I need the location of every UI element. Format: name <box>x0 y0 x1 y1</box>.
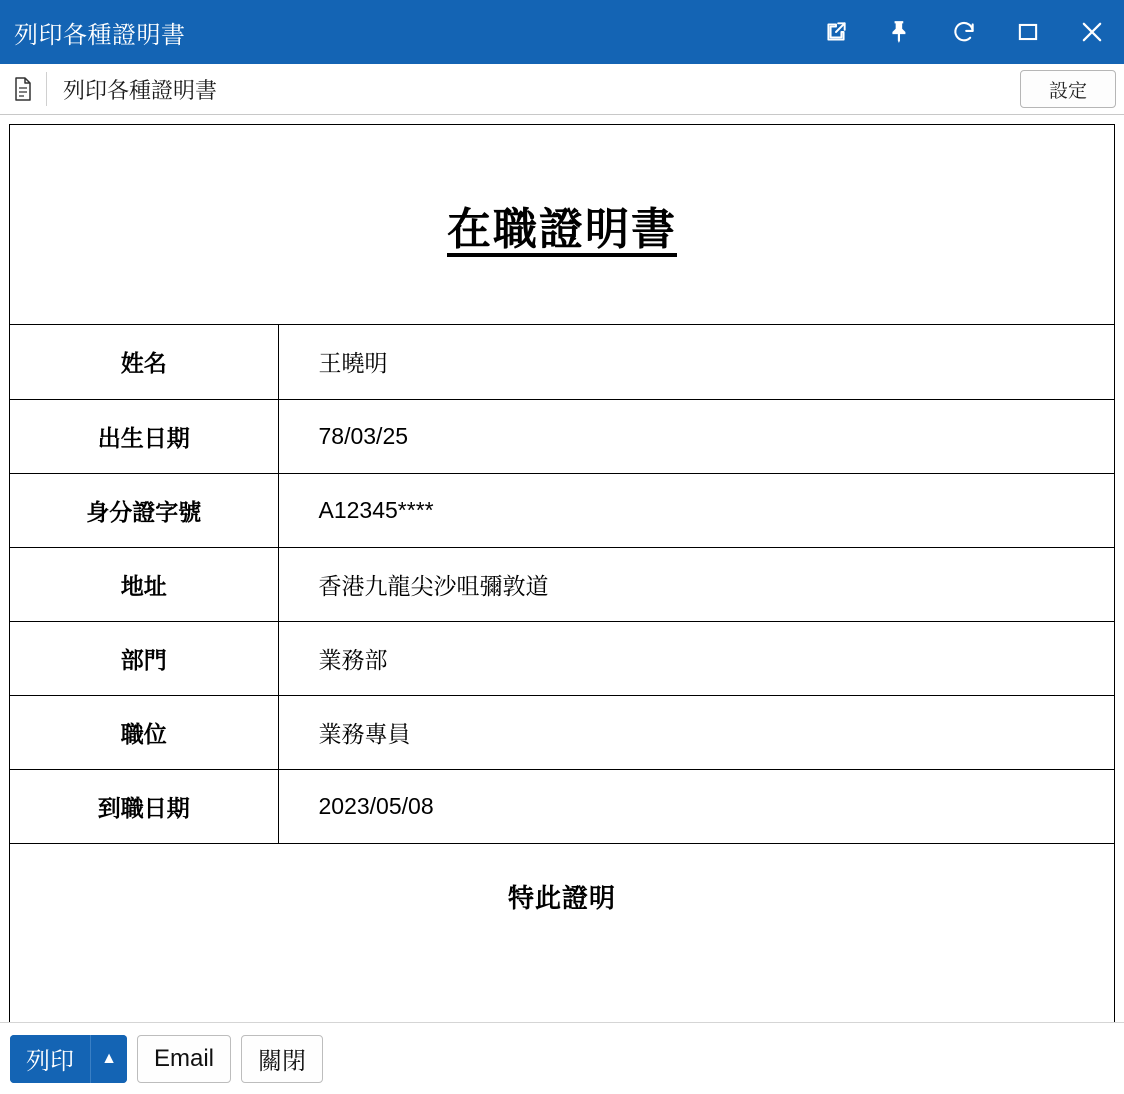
certificate-title-row <box>10 125 1114 325</box>
certificate-footer-note: 特此證明 <box>507 883 616 913</box>
certificate-footer-row <box>10 844 1114 950</box>
field-value: A12345**** <box>278 473 1114 547</box>
field-value: 業務專員 <box>278 695 1114 769</box>
print-button[interactable]: 列印 <box>10 1035 90 1083</box>
table-row <box>10 621 1114 695</box>
field-label: 身分證字號 <box>10 473 278 547</box>
tab-label: 列印各種證明書 <box>63 77 218 103</box>
chevron-up-icon[interactable]: ▲ <box>90 1035 127 1083</box>
window-controls <box>804 0 1124 64</box>
maximize-icon[interactable] <box>996 0 1060 64</box>
email-button[interactable]: Email <box>137 1035 231 1083</box>
field-label: 地址 <box>10 547 278 621</box>
table-row <box>10 473 1114 547</box>
table-row <box>10 325 1114 399</box>
field-value: 業務部 <box>278 621 1114 695</box>
refresh-icon[interactable] <box>932 0 996 64</box>
settings-button[interactable]: 設定 <box>1020 70 1116 108</box>
field-value: 2023/05/08 <box>278 769 1114 843</box>
action-bar <box>0 1022 1124 1094</box>
document-area <box>0 115 1124 1022</box>
table-row <box>10 399 1114 473</box>
field-value: 78/03/25 <box>278 399 1114 473</box>
print-split-button[interactable] <box>10 1035 127 1083</box>
field-value: 王曉明 <box>278 325 1114 399</box>
field-label: 職位 <box>10 695 278 769</box>
document-icon <box>0 76 46 102</box>
certificate-document <box>9 124 1115 1022</box>
pin-icon[interactable] <box>868 0 932 64</box>
field-label: 到職日期 <box>10 769 278 843</box>
field-label: 部門 <box>10 621 278 695</box>
certificate-fields-table <box>10 325 1114 844</box>
field-value: 香港九龍尖沙咀彌敦道 <box>278 547 1114 621</box>
field-label: 出生日期 <box>10 399 278 473</box>
title-bar <box>0 0 1124 64</box>
close-button[interactable]: 關閉 <box>241 1035 323 1083</box>
table-row <box>10 547 1114 621</box>
field-label: 姓名 <box>10 325 278 399</box>
table-row <box>10 769 1114 843</box>
tab-bar <box>0 64 1124 115</box>
table-row <box>10 695 1114 769</box>
certificate-title: 在職證明書 <box>447 204 677 254</box>
close-icon[interactable] <box>1060 0 1124 64</box>
popout-icon[interactable] <box>804 0 868 64</box>
window-title: 列印各種證明書 <box>14 21 186 49</box>
